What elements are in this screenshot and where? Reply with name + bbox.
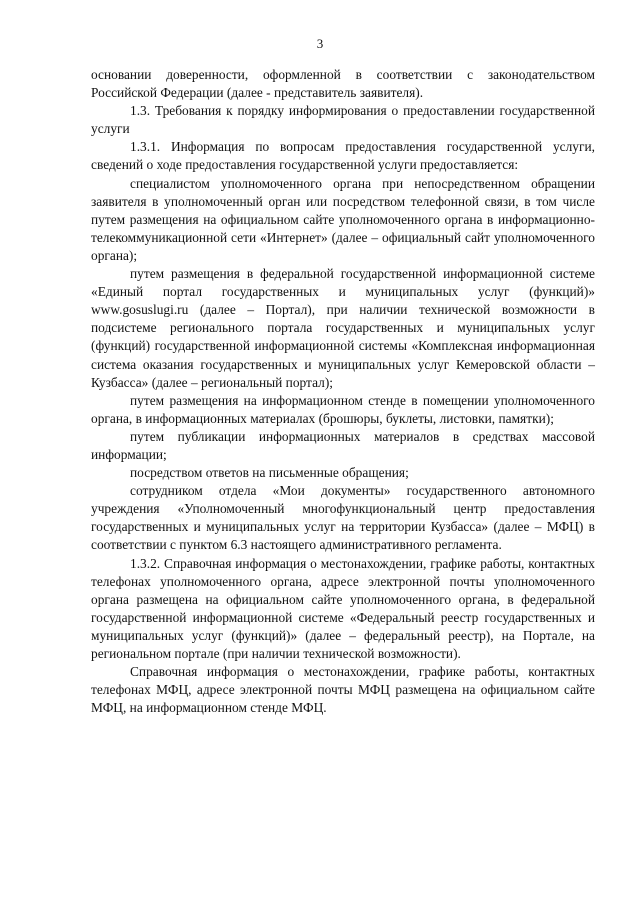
page-number: 3 [316, 36, 324, 51]
paragraph-11: Справочная информация о местонахождении, графике работы, контактных телефонах МФЦ, адресе электронной почты МФЦ размещена на официальном сайте МФЦ, на информационном стенде МФЦ. [91, 664, 595, 716]
paragraph-8: посредством ответов на письменные обращения; [130, 465, 409, 481]
paragraph-3: 1.3.1. Информация по вопросам предоставления государственной услуги, сведений о ходе предоставления государственной услуги предоставляется: [91, 139, 595, 173]
paragraph-4: специалистом уполномоченного органа при непосредственном обращении заявителя в уполномоченный орган или посредством телефонной связи, в том числе путем размещения на официальном сайте уполномоченного органа в информационно-телекоммуникационной сети «Интернет» (далее – официальный сайт уполномоченного органа); [91, 175, 595, 263]
paragraph-9: сотрудником отдела «Мои документы» государственного автономного учреждения «Уполномоченный многофункциональный центр предоставления государственных и муниципальных услуг на территории Кузбасса» (далее – МФЦ) в соответствии с пунктом 6.3 настоящего административного регламента. [91, 483, 595, 553]
paragraph-6: путем размещения на информационном стенде в помещении уполномоченного органа, в информационных материалах (брошюры, буклеты, листовки, памятки); [91, 392, 595, 426]
paragraph-2: 1.3. Требования к порядку информирования о предоставлении государственной услуги [91, 103, 595, 137]
document-body [91, 66, 595, 717]
paragraph-1: основании доверенности, оформленной в соответствии с законодательством Российской Федерации (далее - представитель заявителя). [91, 67, 595, 101]
paragraph-7: путем публикации информационных материалов в средствах массовой информации; [91, 428, 595, 462]
paragraph-5: путем размещения в федеральной государственной информационной системе «Единый портал государственных и муниципальных услуг (функций)» www.gosuslugi.ru (далее – Портал), при наличии технической возможности в подсистеме регионального портала государственных и муниципальных услуг (функций) государственной информационной системы «Комплексная информационная система оказания государственных и муниципальных услуг Кемеровской области – Кузбасса» (далее – региональный портал); [91, 266, 595, 390]
paragraph-10: 1.3.2. Справочная информация о местонахождении, графике работы, контактных телефонах уполномоченного органа, адресе электронной почты уполномоченного органа размещена на официальном сайте уполномоченного органа, в федеральной государственной информационной системе «Федеральный реестр государственных и муниципальных услуг (функций)» (далее – федеральный реестр), на Портале, на региональном портале (при наличии технической возможности). [91, 555, 595, 661]
